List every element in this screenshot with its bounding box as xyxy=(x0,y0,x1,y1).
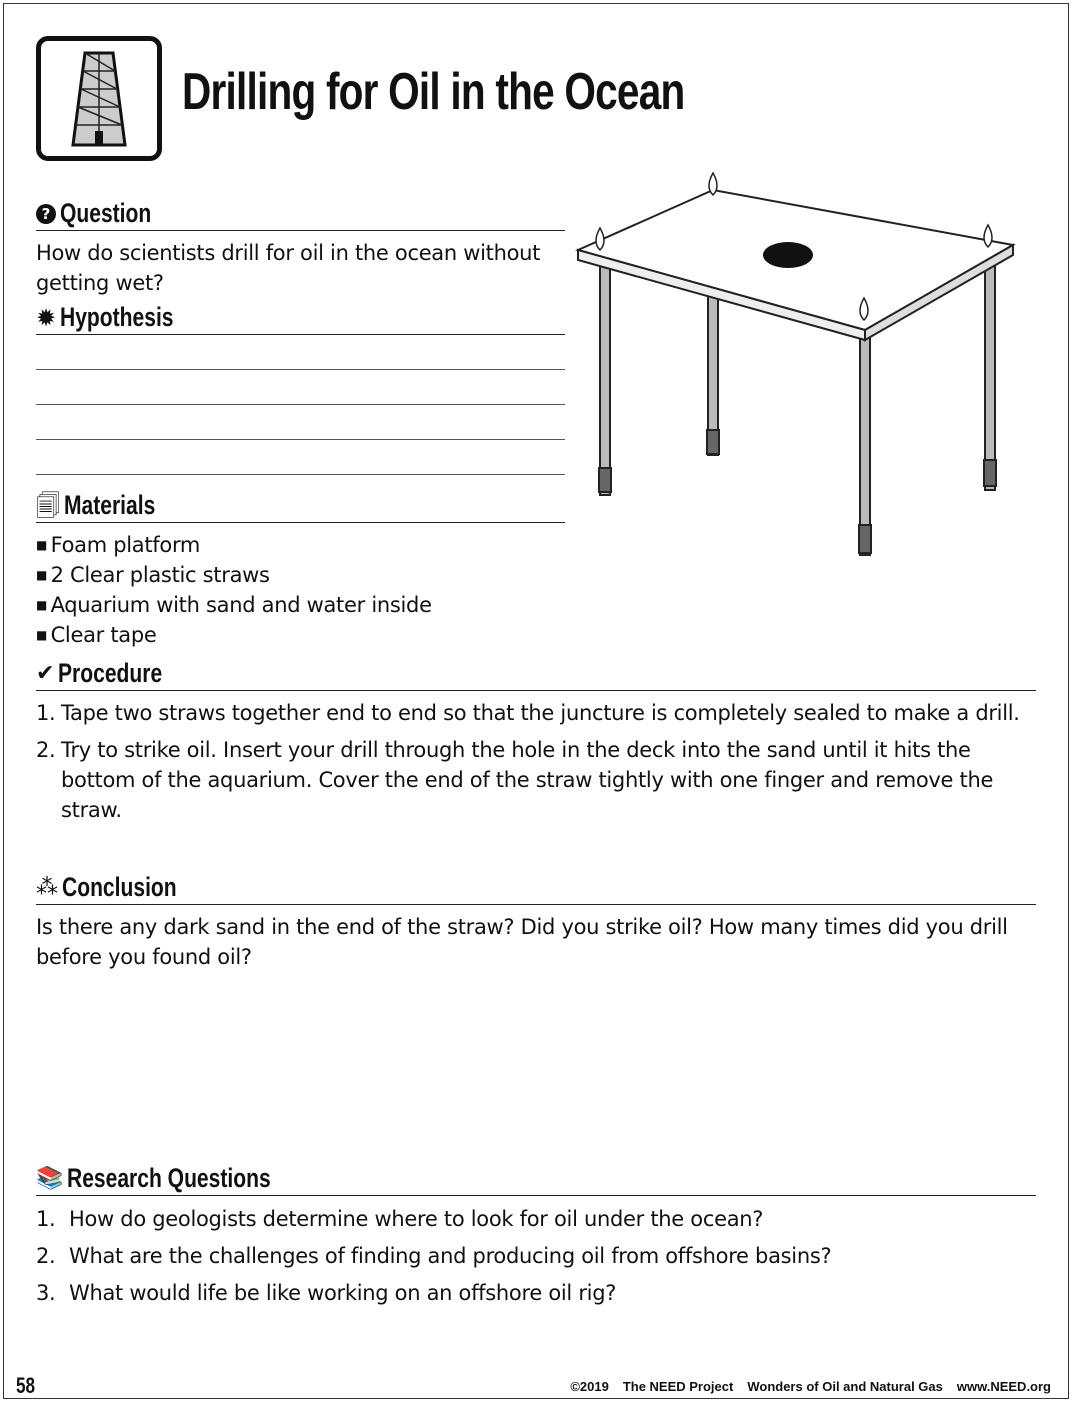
footer xyxy=(16,1373,1051,1399)
research-question: 2. What are the challenges of finding and producing oil from offshore basins? xyxy=(36,1244,832,1268)
materials-list xyxy=(36,530,432,650)
hypothesis-line[interactable] xyxy=(36,439,565,440)
foam-platform-illustration xyxy=(570,160,1040,560)
burst-icon: ✹ xyxy=(36,303,57,332)
research-list xyxy=(36,1204,1038,1315)
books-icon: 📚 xyxy=(36,1165,64,1191)
hypothesis-line[interactable] xyxy=(36,404,565,405)
research-question: 1. How do geologists determine where to look for oil under the ocean? xyxy=(36,1207,764,1231)
material-item: ■ Aquarium with sand and water inside xyxy=(36,590,432,620)
material-item: ■ Foam platform xyxy=(36,530,432,560)
page-title: Drilling for Oil in the Ocean xyxy=(182,63,685,121)
question-icon: ? xyxy=(36,204,56,224)
procedure-heading: ✔ Procedure xyxy=(36,657,1036,691)
research-heading: 📚 Research Questions xyxy=(36,1162,1036,1196)
copyright: ©2019 xyxy=(570,1378,609,1394)
material-item: ■ Clear tape xyxy=(36,620,432,650)
page-number: 58 xyxy=(16,1373,36,1398)
website-link[interactable]: www.NEED.org xyxy=(956,1378,1051,1394)
checkmark-icon: ✔ xyxy=(36,660,55,686)
conclusion-heading: ⁂ Conclusion xyxy=(36,871,1036,905)
org-name: The NEED Project xyxy=(622,1378,734,1394)
book-title: Wonders of Oil and Natural Gas xyxy=(747,1378,943,1394)
documents-icon: 🗐 xyxy=(36,491,60,520)
hypothesis-heading: ✹ Hypothesis xyxy=(36,301,565,335)
question-heading: ? Question xyxy=(36,197,565,231)
question-text: How do scientists drill for oil in the ocean without getting wet? xyxy=(36,241,541,295)
procedure-step: 2. Try to strike oil. Insert your drill through the hole in the deck into the sand until it hits the bottom of the aquarium. Cover the end of the straw tightly with one finger and remove the straw. xyxy=(36,738,994,822)
conclusion-text: Is there any dark sand in the end of the straw? Did you strike oil? How many times did you drill before you found oil? xyxy=(36,915,1008,969)
sparkle-icon: ⁂ xyxy=(36,874,58,900)
hypothesis-line[interactable] xyxy=(36,369,565,370)
procedure-step: 1. Tape two straws together end to end so that the juncture is completely sealed to make a drill. xyxy=(36,701,1020,725)
research-question: 3. What would life be like working on an offshore oil rig? xyxy=(36,1281,617,1305)
hypothesis-line[interactable] xyxy=(36,474,565,475)
material-item: ■ 2 Clear plastic straws xyxy=(36,560,432,590)
materials-heading: 🗐 Materials xyxy=(36,489,565,523)
procedure-list xyxy=(36,698,1038,832)
oil-derrick-icon xyxy=(36,36,162,161)
